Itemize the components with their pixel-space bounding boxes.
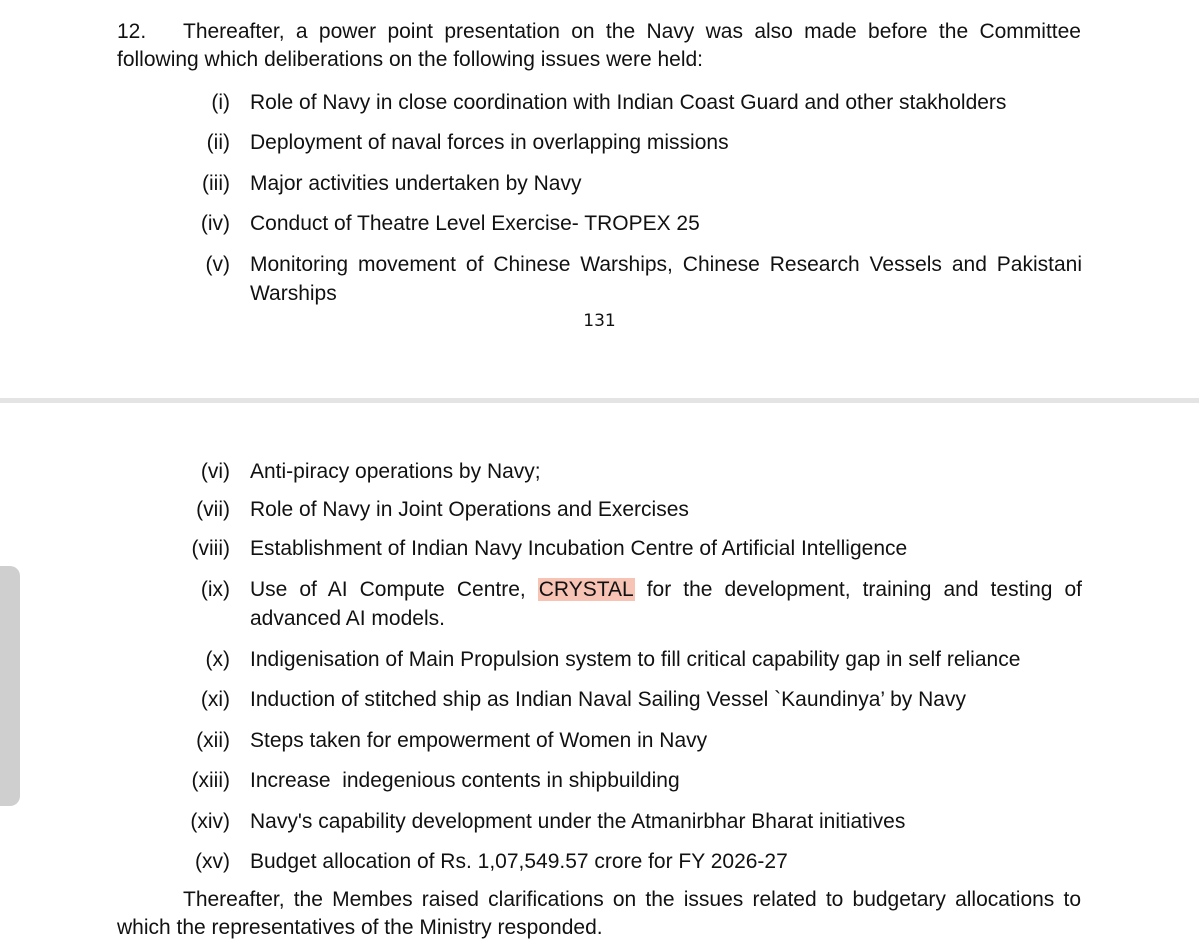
list-item-text: Induction of stitched ship as Indian Naval Sailing Vessel `Kaundinya’ by Navy xyxy=(250,688,966,711)
list-item-text: Role of Navy in close coordination with Indian Coast Guard and other stakholders xyxy=(250,91,1007,114)
list-item-number: (xv) xyxy=(195,850,230,873)
list-item-text xyxy=(250,575,1082,633)
highlighted-term[interactable]: CRYSTAL xyxy=(538,578,634,601)
list-item-text: Major activities undertaken by Navy xyxy=(250,172,582,195)
list-item-number: (ii) xyxy=(206,131,230,154)
list-item-text-before: Use of AI Compute Centre, xyxy=(250,578,526,601)
paragraph-number: 12. xyxy=(117,20,147,43)
list-item-text: Establishment of Indian Navy Incubation Centre of Artificial Intelligence xyxy=(250,537,908,560)
list-item-text: Navy's capability development under the Atmanirbhar Bharat initiatives xyxy=(250,810,906,833)
list-item-text: Conduct of Theatre Level Exercise- TROPEX 25 xyxy=(250,212,700,235)
list-item-text: Monitoring movement of Chinese Warships, Chinese Research Vessels and Pakistani Warships xyxy=(250,253,1082,305)
list-item-text-after: for the development, training and testing of advanced AI models. xyxy=(250,578,1082,630)
page-number: 131 xyxy=(583,311,616,331)
paragraph-text: Thereafter, the Membes raised clarifications on the issues related to budgetary allocations to which the representatives of the Ministry responded. xyxy=(117,888,1081,939)
list-item-number: (xi) xyxy=(200,688,230,711)
list-item-number: (iv) xyxy=(200,212,230,235)
list-item-number: (iii) xyxy=(202,172,230,195)
list-item-text: Role of Navy in Joint Operations and Exercises xyxy=(250,498,689,521)
list-item-number: (xiv) xyxy=(190,810,230,833)
list-item-number: (i) xyxy=(211,91,230,114)
paragraph-12 xyxy=(117,18,1081,74)
list-item-text: Steps taken for empowerment of Women in Navy xyxy=(250,729,708,752)
list-item-number: (ix) xyxy=(200,578,230,601)
list-item-number: (x) xyxy=(205,648,230,671)
closing-paragraph xyxy=(117,886,1081,942)
list-item-number: (vii) xyxy=(196,498,230,521)
list-item-number: (xii) xyxy=(196,729,230,752)
list-item-number: (vi) xyxy=(200,460,230,483)
list-item-text: Anti-piracy operations by Navy; xyxy=(250,460,541,483)
list-item-text: Indigenisation of Main Propulsion system to fill critical capability gap in self reliance xyxy=(250,648,1021,671)
paragraph-text: Thereafter, a power point presentation on the Navy was also made before the Committee following which deliberations on the following issues were held: xyxy=(117,20,1081,71)
list-item-text: Budget allocation of Rs. 1,07,549.57 crore for FY 2026-27 xyxy=(250,850,788,873)
page-132 xyxy=(0,403,1199,952)
list-item-number: (xiii) xyxy=(191,769,230,792)
page-131 xyxy=(0,0,1199,398)
list-item-text: Deployment of naval forces in overlapping missions xyxy=(250,131,729,154)
list-item-number: (viii) xyxy=(191,537,230,560)
side-panel-handle[interactable] xyxy=(0,566,20,806)
list-item-number: (v) xyxy=(205,253,230,276)
list-item-text: Increase indegenious contents in shipbuilding xyxy=(250,769,680,792)
